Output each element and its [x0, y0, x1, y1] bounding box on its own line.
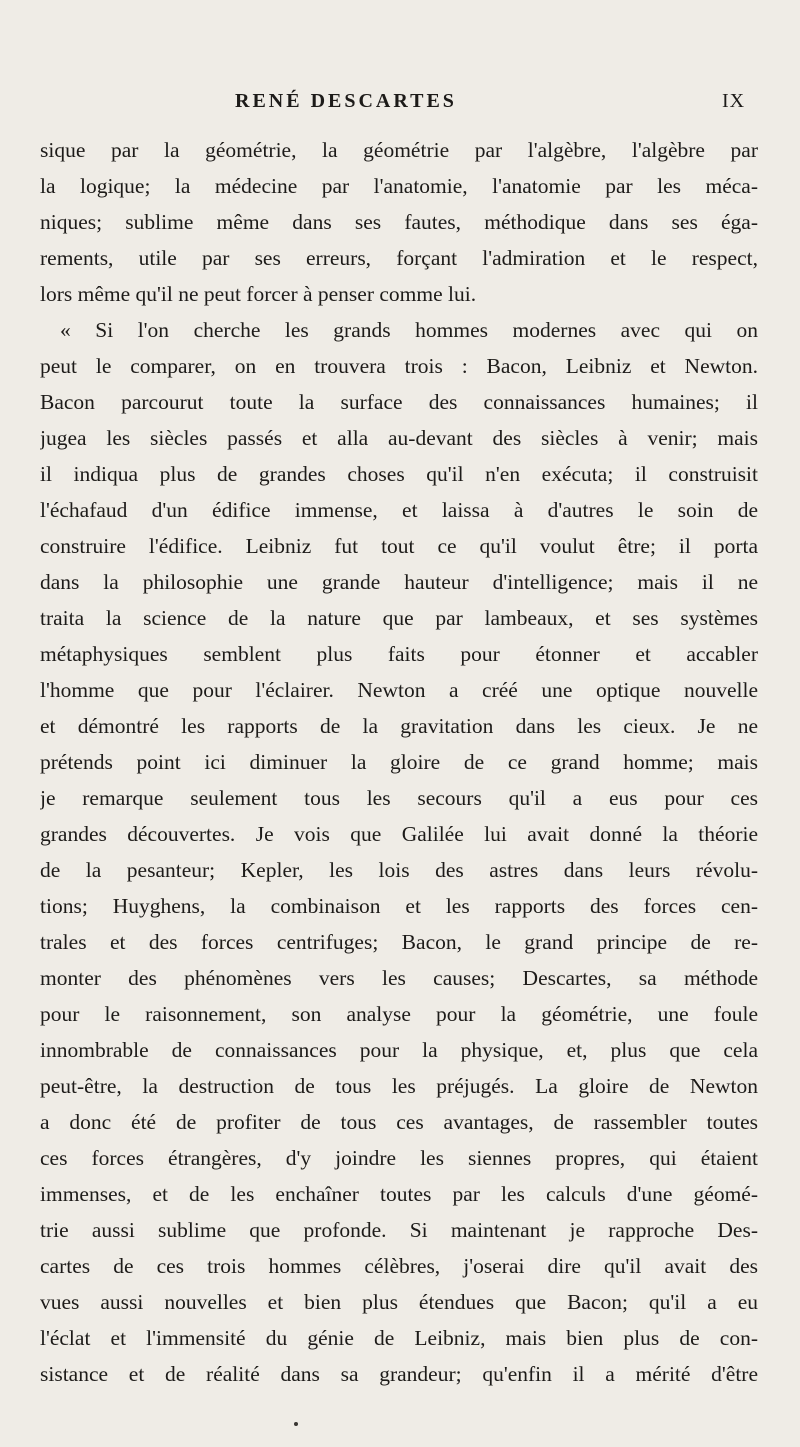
text-line: Bacon parcourut toute la surface des connaissances humaines; il: [40, 390, 758, 414]
text-line: de la pesanteur; Kepler, les lois des astres dans leurs révolu-: [40, 858, 758, 882]
text-line: l'échafaud d'un édifice immense, et laissa à d'autres le soin de: [40, 498, 758, 522]
page-number: IX: [722, 90, 746, 112]
text-line: et démontré les rapports de la gravitation dans les cieux. Je ne: [40, 714, 758, 738]
text-line: cartes de ces trois hommes célèbres, j'oserai dire qu'il avait des: [40, 1254, 758, 1278]
text-line: lors même qu'il ne peut forcer à penser comme lui.: [40, 282, 477, 306]
text-line: sique par la géométrie, la géométrie par l'algèbre, l'algèbre par: [40, 138, 758, 162]
text-line: l'éclat et l'immensité du génie de Leibniz, mais bien plus de con-: [40, 1326, 758, 1350]
text-line: rements, utile par ses erreurs, forçant l'admiration et le respect,: [40, 246, 758, 270]
text-line: sistance et de réalité dans sa grandeur; qu'enfin il a mérité d'être: [40, 1362, 758, 1386]
text-line: prétends point ici diminuer la gloire de ce grand homme; mais: [40, 750, 758, 774]
text-line: monter des phénomènes vers les causes; Descartes, sa méthode: [40, 966, 758, 990]
text-line: la logique; la médecine par l'anatomie, l'anatomie par les méca-: [40, 174, 758, 198]
text-line: ces forces étrangères, d'y joindre les siennes propres, qui étaient: [40, 1146, 758, 1170]
text-line: grandes découvertes. Je vois que Galilée lui avait donné la théorie: [40, 822, 758, 846]
text-line: immenses, et de les enchaîner toutes par les calculs d'une géomé-: [40, 1182, 758, 1206]
text-line: vues aussi nouvelles et bien plus étendues que Bacon; qu'il a eu: [40, 1290, 758, 1314]
ink-speck: [294, 1422, 298, 1426]
running-head: [0, 88, 800, 118]
text-line: a donc été de profiter de tous ces avantages, de rassembler toutes: [40, 1110, 758, 1134]
text-line: il indiqua plus de grandes choses qu'il n'en exécuta; il construisit: [40, 462, 758, 486]
text-line: dans la philosophie une grande hauteur d'intelligence; mais il ne: [40, 570, 758, 594]
text-line: trales et des forces centrifuges; Bacon, le grand principe de re-: [40, 930, 758, 954]
text-line: pour le raisonnement, son analyse pour la géométrie, une foule: [40, 1002, 758, 1026]
text-line: peut le comparer, on en trouvera trois : Bacon, Leibniz et Newton.: [40, 354, 758, 378]
text-line: l'homme que pour l'éclairer. Newton a créé une optique nouvelle: [40, 678, 758, 702]
text-line: tions; Huyghens, la combinaison et les rapports des forces cen-: [40, 894, 758, 918]
text-line: je remarque seulement tous les secours qu'il a eus pour ces: [40, 786, 758, 810]
running-title: RENÉ DESCARTES: [235, 90, 457, 112]
text-line: innombrable de connaissances pour la physique, et, plus que cela: [40, 1038, 758, 1062]
text-line: jugea les siècles passés et alla au-devant des siècles à venir; mais: [40, 426, 758, 450]
text-line: métaphysiques semblent plus faits pour étonner et accabler: [40, 642, 758, 666]
text-line: traita la science de la nature que par lambeaux, et ses systèmes: [40, 606, 758, 630]
text-line: « Si l'on cherche les grands hommes modernes avec qui on: [60, 318, 758, 342]
text-line: construire l'édifice. Leibniz fut tout ce qu'il voulut être; il porta: [40, 534, 758, 558]
text-line: niques; sublime même dans ses fautes, méthodique dans ses éga-: [40, 210, 758, 234]
text-line: trie aussi sublime que profonde. Si maintenant je rapproche Des-: [40, 1218, 758, 1242]
text-line: peut-être, la destruction de tous les préjugés. La gloire de Newton: [40, 1074, 758, 1098]
